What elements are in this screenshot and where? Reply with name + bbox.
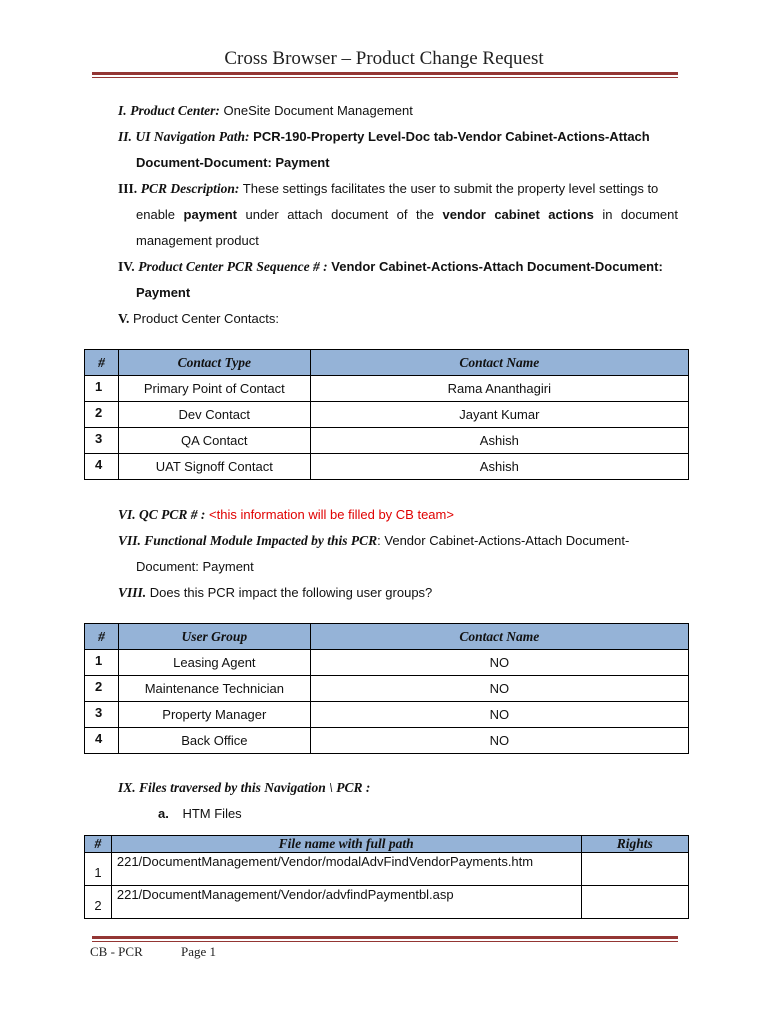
user-group: Property Manager [118,702,310,728]
impact-value: NO [310,728,688,754]
table-row [85,886,689,919]
section-value: OneSite Document Management [223,103,413,118]
section-qc-pcr [118,502,454,528]
section-value: PCR-190-Property Level-Doc tab-Vendor Cabinet-Actions-Attach [253,129,650,144]
header-cell: # [85,350,119,376]
section-numeral: III. [118,181,138,196]
row-number: 2 [85,676,119,702]
section-label: UI Navigation Path: [135,129,250,144]
user-group: Back Office [118,728,310,754]
section-functional-module [118,528,629,554]
header-cell: Contact Name [310,624,688,650]
table-row [85,454,689,480]
table-row [85,853,689,886]
table-header-row [85,624,689,650]
section-user-groups [118,580,432,606]
section-label: Product Center PCR Sequence # : [138,259,328,274]
user-group: Maintenance Technician [118,676,310,702]
section-label: VIII. [118,585,147,600]
section-label: VI. QC PCR # : [118,507,206,522]
desc-word: enable [136,207,176,222]
section-value: Vendor Cabinet-Actions-Attach Document-Document: [331,259,663,274]
header-cell: Contact Type [118,350,310,376]
section-pcr-description-line2 [136,202,678,228]
file-path: 221/DocumentManagement/Vendor/modalAdvFindVendorPayments.htm [111,853,581,886]
impact-value: NO [310,702,688,728]
row-number: 2 [85,886,112,919]
desc-word: under attach document of the [245,207,435,222]
contact-type: Dev Contact [118,402,310,428]
section-value: : Vendor Cabinet-Actions-Attach Document- [377,533,630,548]
footer-doc-code: CB - PCR [90,944,143,959]
row-number: 1 [85,853,112,886]
header-cell: # [85,836,112,853]
desc-word: in document [602,207,678,222]
row-number: 3 [85,428,119,454]
table-row [85,650,689,676]
section-pcr-sequence [118,254,663,280]
contact-type: UAT Signoff Contact [118,454,310,480]
user-groups-table [84,623,689,754]
header-cell: File name with full path [111,836,581,853]
contact-name: Ashish [310,454,688,480]
header-cell: User Group [118,624,310,650]
desc-bold-payment: payment [183,207,237,222]
section-files-traversed [118,775,370,801]
contact-type: Primary Point of Contact [118,376,310,402]
desc-bold-vendor-cabinet: vendor cabinet actions [442,207,594,222]
header-cell: # [85,624,119,650]
section-text: Product Center Contacts: [133,311,279,326]
contact-name: Rama Ananthagiri [310,376,688,402]
table-row [85,376,689,402]
header-rule-thin [92,77,678,78]
section-text: These settings facilitates the user to submit the property level settings to [242,181,659,196]
section-numeral: IV. [118,259,135,274]
row-number: 2 [85,402,119,428]
row-number: 4 [85,454,119,480]
section-value: Document-Document: Payment [136,155,330,170]
section-value: Payment [136,285,191,300]
table-header-row [85,836,689,853]
list-marker: a. [158,806,169,821]
page-title: Cross Browser – Product Change Request [224,48,544,69]
table-header-row [85,350,689,376]
impact-value: NO [310,650,688,676]
row-number: 3 [85,702,119,728]
header-cell: Contact Name [310,350,688,376]
table-row [85,728,689,754]
section-functional-module-cont: Document: Payment [136,559,254,574]
rights-cell [581,886,689,919]
section-label: IX. Files traversed by this Navigation \ PCR : [118,780,371,795]
subsection-htm-files [158,801,242,827]
section-text: Does this PCR impact the following user groups? [149,585,433,600]
table-row [85,702,689,728]
contact-name: Ashish [310,428,688,454]
header-rule [92,72,678,75]
section-value: <this information will be filled by CB team> [209,507,454,522]
contact-type: QA Contact [118,428,310,454]
section-label: Product Center: [130,103,220,118]
section-label: VII. Functional Module Impacted by this PCR [118,533,378,548]
row-number: 4 [85,728,119,754]
user-group: Leasing Agent [118,650,310,676]
rights-cell [581,853,689,886]
section-pcr-description-line3: management product [136,233,259,248]
files-table [84,835,689,919]
section-ui-navigation-path-cont [136,150,330,176]
footer-rule [92,936,678,939]
impact-value: NO [310,676,688,702]
section-product-center [118,98,413,124]
contacts-table [84,349,689,480]
section-numeral: II. [118,129,132,144]
section-label: PCR Description: [140,181,240,196]
file-path: 221/DocumentManagement/Vendor/advfindPaymentbl.asp [111,886,581,919]
header-cell: Rights [581,836,689,853]
section-numeral: I. [118,103,127,118]
section-pcr-description [118,176,658,202]
table-row [85,428,689,454]
contact-name: Jayant Kumar [310,402,688,428]
row-number: 1 [85,650,119,676]
section-ui-navigation-path [118,124,650,150]
section-numeral: V. [118,311,130,326]
table-row [85,676,689,702]
footer-page-number: Page 1 [181,944,217,959]
section-pcr-sequence-cont [136,280,190,306]
subsection-text: HTM Files [182,806,242,821]
row-number: 1 [85,376,119,402]
table-row [85,402,689,428]
section-contacts [118,306,279,332]
footer-rule-thin [92,941,678,942]
